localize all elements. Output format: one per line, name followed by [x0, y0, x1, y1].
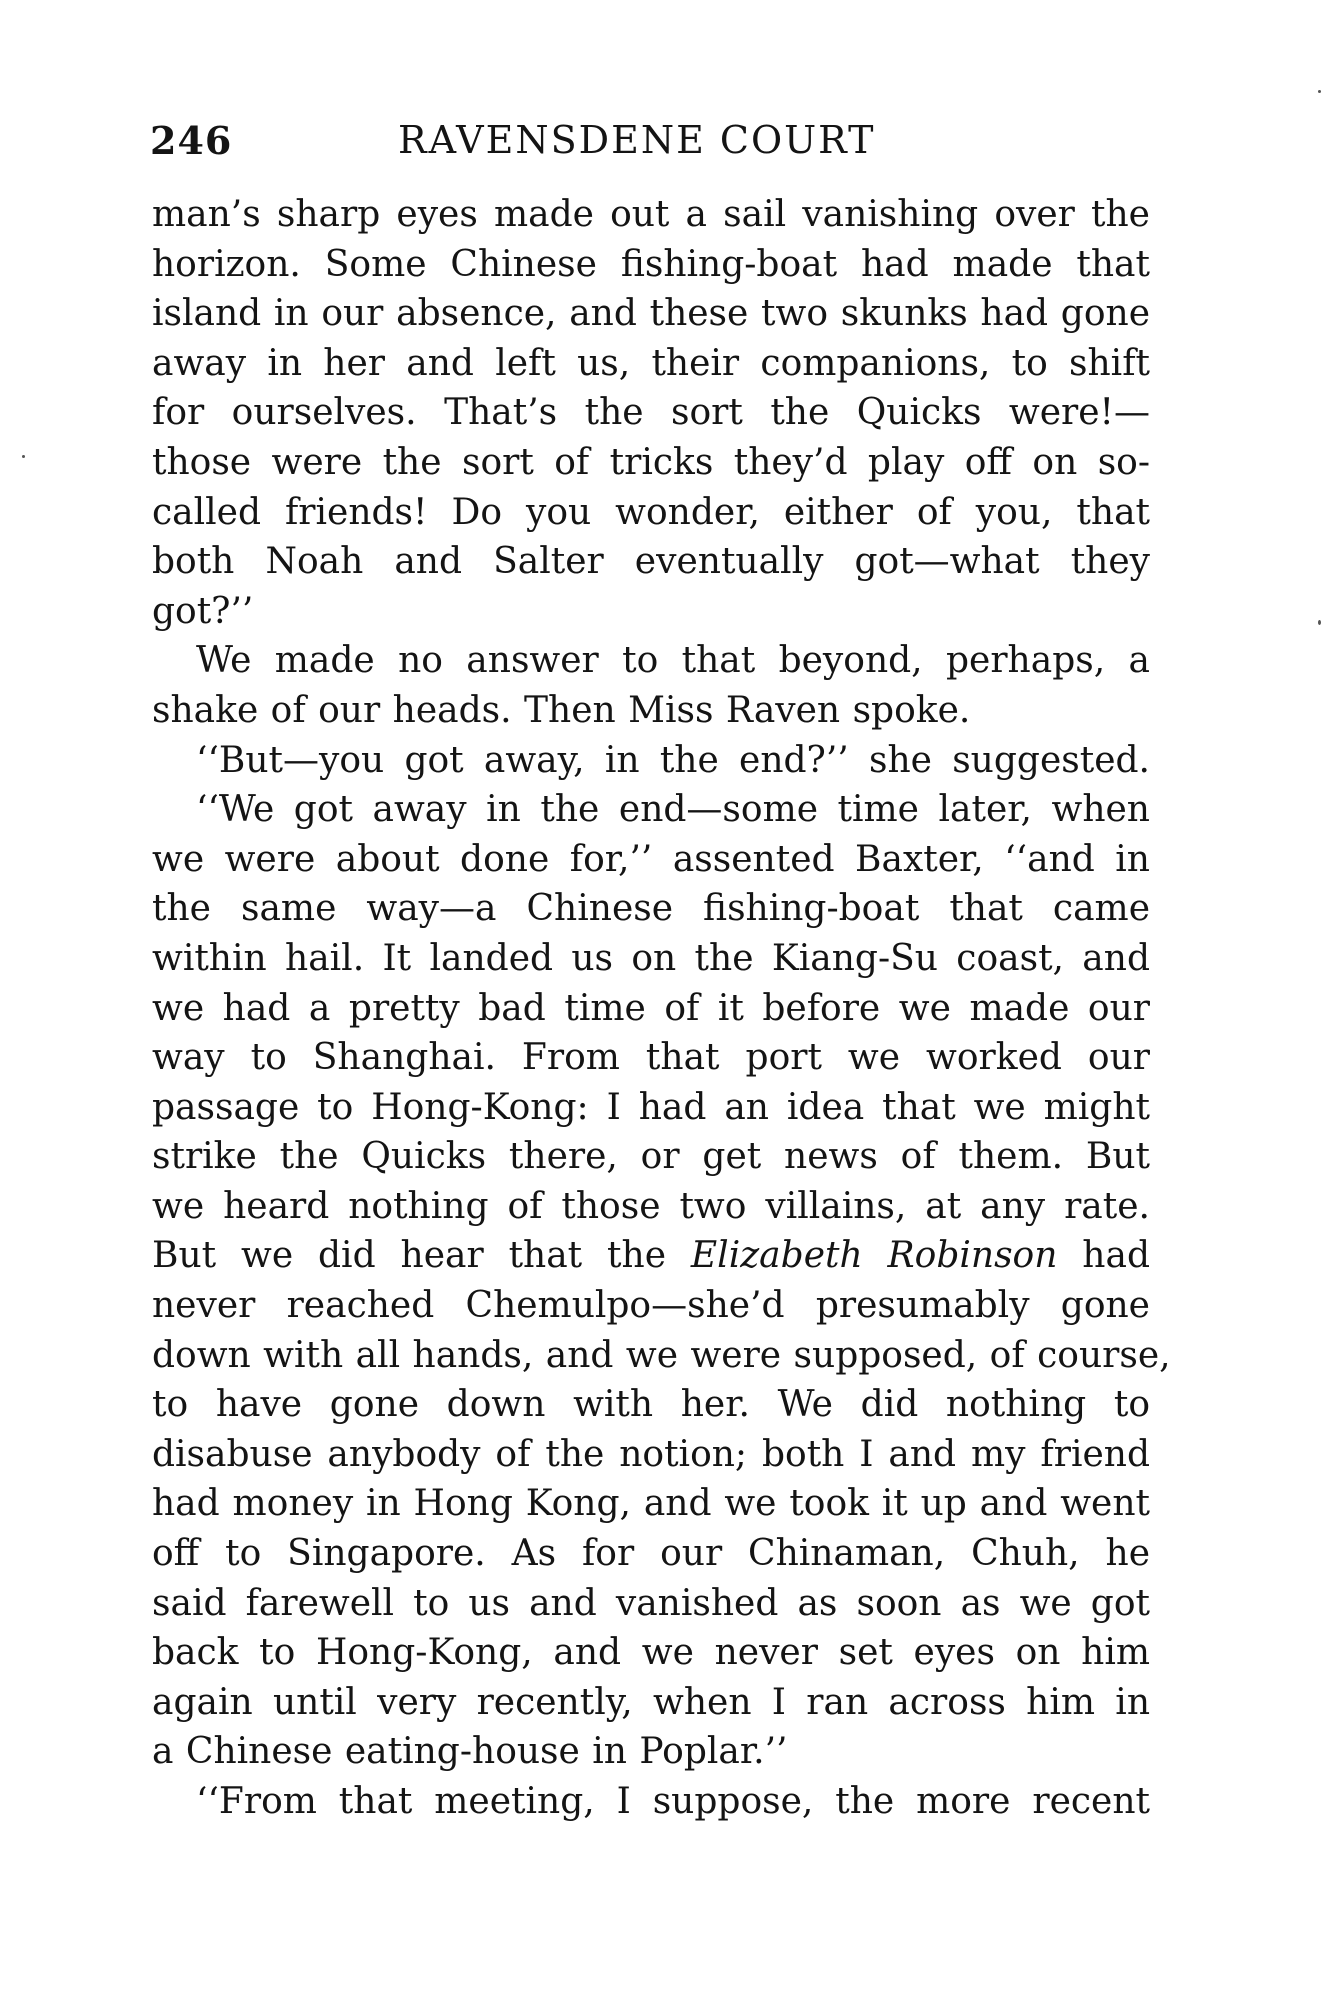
text-line: called friends! Do you wonder, either of you, that — [152, 491, 1150, 533]
text-line: away in her and left us, their companions, to shift — [152, 342, 1150, 384]
text-line: disabuse anybody of the notion; both I and my friend — [152, 1433, 1150, 1475]
text-line: man’s sharp eyes made out a sail vanishing over the — [152, 194, 1150, 235]
text-line: the same way—a Chinese fishing-boat that came — [152, 888, 1150, 930]
text-fragment: But we did hear that the — [152, 1235, 691, 1277]
paper-speck — [22, 455, 25, 458]
text-line: ‘‘We got away in the end—some time later, when — [196, 789, 1150, 831]
text-line: strike the Quicks there, or get news of them. But — [152, 1136, 1150, 1178]
text-line: we had a pretty bad time of it before we made our — [152, 987, 1150, 1029]
ship-name: Elizabeth Robinson — [690, 1235, 1058, 1277]
text-line: shake of our heads. Then Miss Raven spoke. — [152, 689, 971, 731]
text-line: off to Singapore. As for our Chinaman, Chuh, he — [152, 1533, 1150, 1575]
text-line: those were the sort of tricks they’d play off on so- — [152, 441, 1150, 483]
text-line: said farewell to us and vanished as soon as we got — [152, 1582, 1150, 1624]
text-line: back to Hong-Kong, and we never set eyes on him — [152, 1632, 1150, 1674]
text-line: within hail. It landed us on the Kiang-Su coast, and — [152, 937, 1150, 979]
text-line: horizon. Some Chinese fishing-boat had made that — [152, 243, 1150, 285]
paper-speck — [1318, 620, 1321, 625]
text-line: to have gone down with her. We did nothing to — [152, 1384, 1150, 1426]
text-line: passage to Hong-Kong: I had an idea that we might — [152, 1086, 1150, 1128]
text-line: down with all hands, and we were supposed, of course, — [152, 1334, 1171, 1376]
page-header — [150, 118, 1150, 168]
text-line: ‘‘From that meeting, I suppose, the more recent — [196, 1781, 1150, 1822]
running-title: RAVENSDENE COURT — [398, 118, 876, 162]
text-line: we heard nothing of those two villains, at any rate. — [152, 1185, 1150, 1227]
text-line: we were about done for,’’ assented Baxter, ‘‘and in — [152, 838, 1150, 880]
text-line: way to Shanghai. From that port we worked our — [152, 1037, 1150, 1079]
text-line: We made no answer to that beyond, perhaps, a — [196, 640, 1150, 682]
text-line: got?’’ — [152, 590, 254, 632]
body-text — [152, 190, 1171, 1827]
text-line: a Chinese eating-house in Poplar.’’ — [152, 1731, 788, 1773]
paper-speck — [1318, 90, 1321, 93]
text-line — [152, 1231, 1150, 1281]
text-fragment: had — [1057, 1235, 1150, 1277]
text-line: both Noah and Salter eventually got—what they — [152, 541, 1150, 583]
page-number: 246 — [150, 118, 233, 163]
text-line: ‘‘But—you got away, in the end?’’ she suggested. — [196, 739, 1150, 781]
text-line: never reached Chemulpo—she’d presumably gone — [152, 1285, 1150, 1327]
text-line: island in our absence, and these two skunks had gone — [152, 293, 1150, 335]
text-line: again until very recently, when I ran across him in — [152, 1681, 1150, 1723]
text-line: had money in Hong Kong, and we took it up and went — [152, 1483, 1150, 1525]
text-line: for ourselves. That’s the sort the Quicks were!— — [152, 392, 1150, 434]
